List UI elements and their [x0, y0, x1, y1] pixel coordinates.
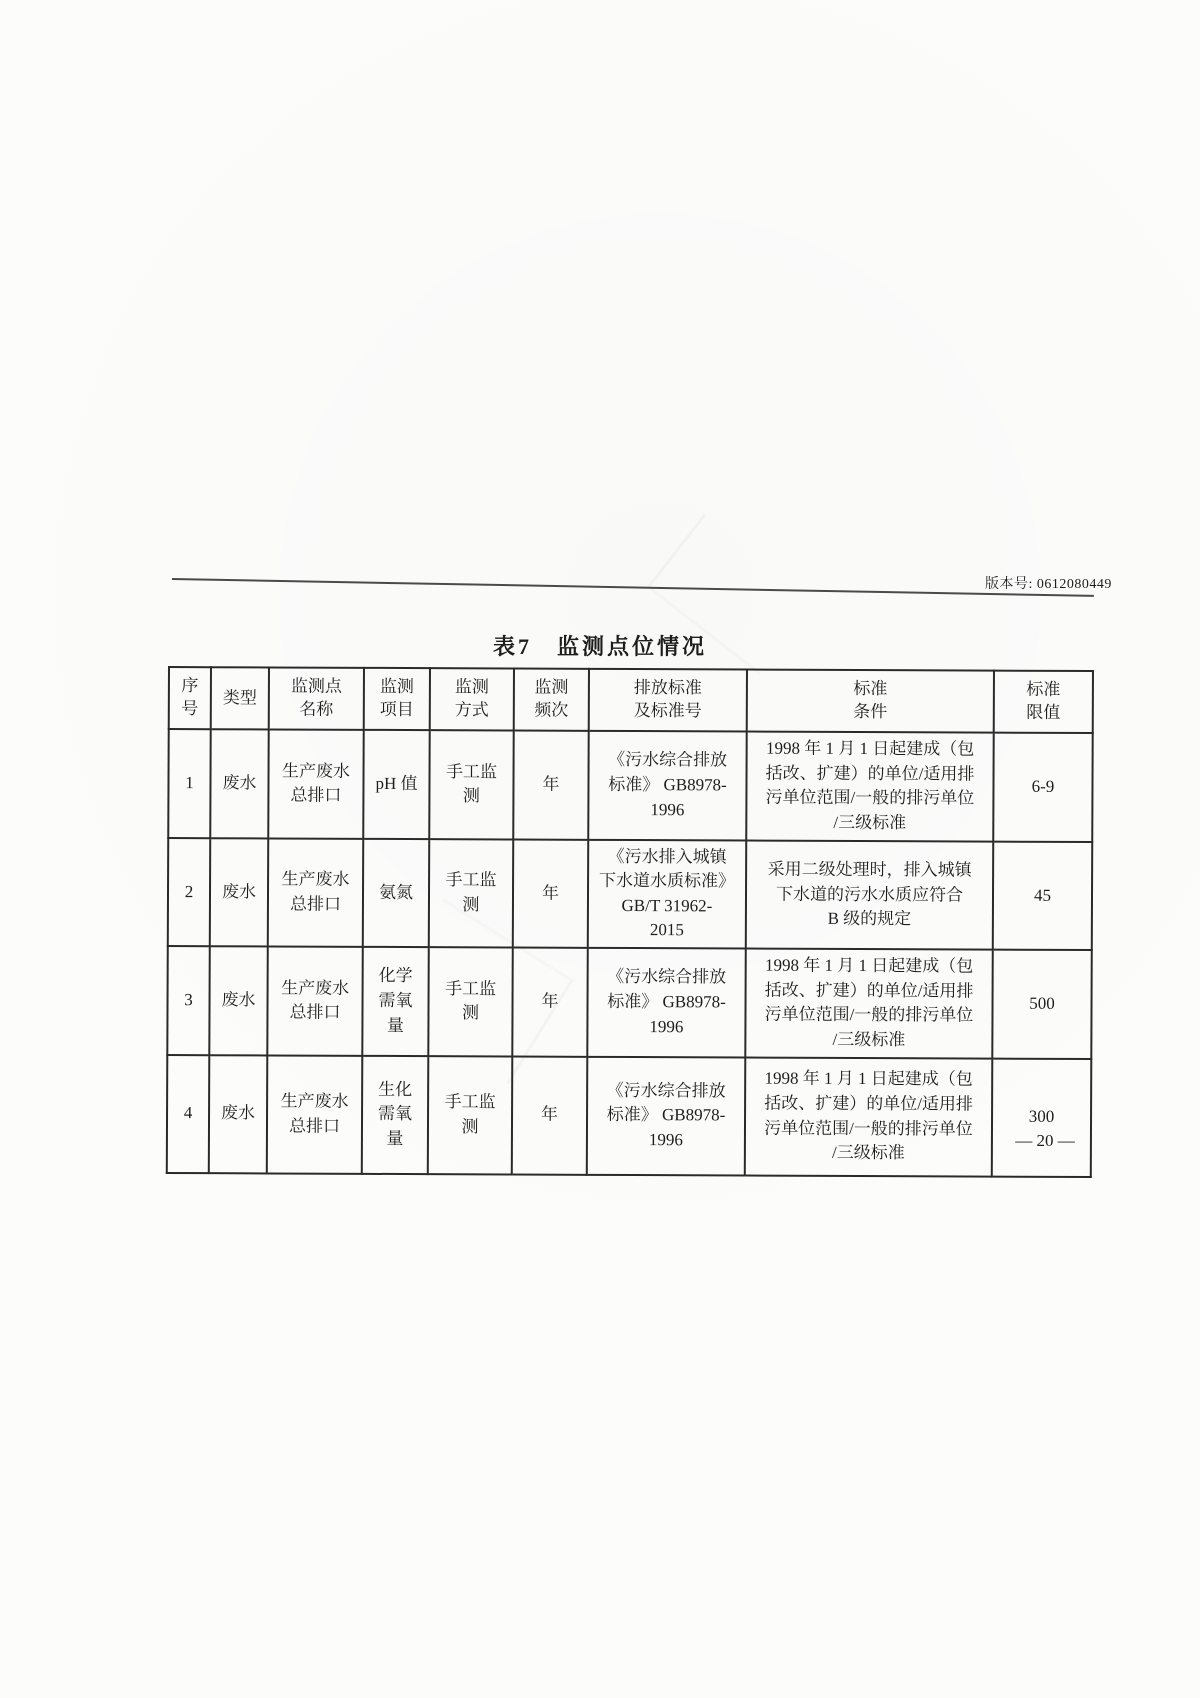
header-cell-method: 监测 方式	[430, 668, 514, 730]
table-cell: 《污水综合排放 标准》 GB8978- 1996	[587, 1057, 746, 1176]
table-cell: 手工监 测	[428, 947, 512, 1056]
table-header-row	[169, 667, 1093, 733]
table-cell: 生产废水 总排口	[267, 947, 362, 1056]
table-cell: 氨氮	[363, 838, 429, 947]
table-cell: 《污水排入城镇 下水道水质标准》 GB/T 31962- 2015	[588, 839, 746, 948]
table-cell: pH 值	[363, 730, 429, 839]
table-cell: 《污水综合排放 标准》 GB8978- 1996	[587, 948, 745, 1057]
table-title: 表7 监测点位情况	[492, 634, 707, 659]
table-cell: 300	[992, 1058, 1092, 1176]
table-cell: 1998 年 1 月 1 日起建成（包 括改、扩建）的单位/适用排 污单位范围/一般的排污单位 /三级标准	[745, 949, 992, 1059]
header-cell-frequency: 监测 频次	[514, 669, 589, 731]
table-cell: 500	[992, 950, 1091, 1059]
table-cell: 年	[512, 948, 587, 1057]
version-label: 版本号: 0612080449	[985, 577, 1112, 592]
table-row	[167, 946, 1091, 1059]
table-cell: 废水	[210, 838, 268, 947]
header-rule	[172, 578, 1094, 597]
table-cell: 生产废水 总排口	[268, 838, 363, 947]
table-row	[168, 729, 1092, 842]
table-cell: 1998 年 1 月 1 日起建成（包 括改、扩建）的单位/适用排 污单位范围/一般的排污单位 /三级标准	[746, 732, 993, 842]
header-cell-seq: 序 号	[169, 667, 211, 729]
header-cell-type: 类型	[211, 667, 269, 729]
table-cell: 手工监 测	[429, 730, 513, 839]
table-cell: 采用二级处理时，排入城镇 下水道的污水水质应符合 B 级的规定	[746, 840, 993, 950]
header-cell-item: 监测 项目	[364, 668, 430, 730]
table-cell: 3	[167, 946, 209, 1055]
table-cell: 生产废水 总排口	[268, 729, 363, 838]
table-cell: 手工监 测	[428, 1056, 513, 1174]
table-cell: 1	[168, 729, 210, 838]
header-cell-point-name: 监测点 名称	[269, 667, 364, 729]
table-cell: 生化 需氧 量	[362, 1056, 429, 1174]
table-cell: 年	[512, 1056, 588, 1174]
monitoring-table-wrapper	[166, 666, 1094, 1178]
table-cell: 4	[167, 1055, 210, 1173]
table-cell: 废水	[209, 1055, 268, 1173]
table-cell: 6-9	[993, 733, 1092, 842]
table-row	[167, 1055, 1092, 1177]
header-cell-limit: 标准 限值	[994, 671, 1093, 733]
table-cell: 年	[513, 731, 588, 840]
table-cell: 手工监 测	[429, 839, 513, 948]
table-cell: 2	[168, 838, 210, 947]
table-cell: 废水	[210, 729, 268, 838]
header-cell-standard: 排放标准 及标准号	[589, 669, 747, 732]
table-cell: 1998 年 1 月 1 日起建成（包 括改、扩建）的单位/适用排 污单位范围/一般的排污单位 /三级标准	[745, 1057, 993, 1176]
monitoring-points-table	[166, 666, 1094, 1178]
table-cell: 45	[993, 841, 1092, 950]
table-cell: 年	[513, 839, 588, 948]
page-number: — 20 —	[1015, 1131, 1075, 1150]
table-cell: 废水	[209, 946, 267, 1055]
table-cell: 《污水综合排放 标准》 GB8978- 1996	[588, 731, 746, 840]
table-row	[168, 838, 1092, 951]
header-cell-condition: 标准 条件	[747, 670, 994, 733]
table-cell: 生产废水 总排口	[267, 1055, 363, 1173]
table-cell: 化学 需氧 量	[362, 947, 428, 1056]
